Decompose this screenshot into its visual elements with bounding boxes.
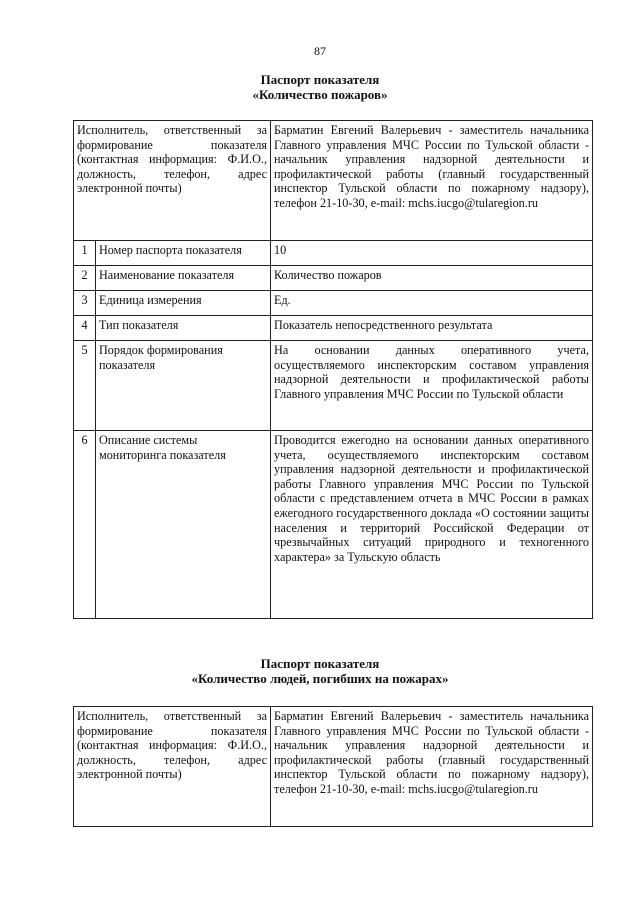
passport-2-heading: Паспорт показателя [260,656,380,671]
row-number: 6 [74,431,96,619]
executor-row [74,707,593,827]
table-row [74,316,593,341]
executor-label: Исполнитель, ответственный за формирование показателя (контактная информация: Ф.И.О., должность, телефон, адрес электронной почты) [74,121,271,241]
row-value: 10 [271,241,593,266]
executor-value: Барматин Евгений Валерьевич - заместитель начальника Главного управления МЧС России по Тульской области - начальник управления надзорной деятельности и профилактической работы (главный государственный инспектор Тульской области по пожарному надзору), телефон 21-10-30, e-mail: mchs.iucgo@tularegion.ru [271,707,593,827]
row-value: Ед. [271,291,593,316]
row-label: Наименование показателя [96,266,271,291]
row-value: На основании данных оперативного учета, осуществляемого инспекторским составом управления надзорной деятельности и профилактической работы Главного управления МЧС России по Тульской области [271,341,593,431]
row-number: 5 [74,341,96,431]
row-number: 1 [74,241,96,266]
table-row [74,241,593,266]
page-number: 87 [314,44,326,58]
passport-1-title [0,72,640,102]
executor-value: Барматин Евгений Валерьевич - заместитель начальника Главного управления МЧС России по Тульской области - начальник управления надзорной деятельности и профилактической работы (главный государственный инспектор Тульской области по пожарному надзору), телефон 21-10-30, e-mail: mchs.iucgo@tularegion.ru [271,121,593,241]
row-number: 2 [74,266,96,291]
passport-2-subheading: «Количество людей, погибших на пожарах» [191,671,449,686]
passport-2-title [0,656,640,686]
row-value: Количество пожаров [271,266,593,291]
passport-1-table [73,120,593,619]
row-value: Показатель непосредственного результата [271,316,593,341]
row-label: Номер паспорта показателя [96,241,271,266]
table-row [74,341,593,431]
executor-label: Исполнитель, ответственный за формирование показателя (контактная информация: Ф.И.О., должность, телефон, адрес электронной почты) [74,707,271,827]
row-number: 3 [74,291,96,316]
row-label: Тип показателя [96,316,271,341]
table-row [74,266,593,291]
table-row [74,291,593,316]
table-row [74,431,593,619]
passport-1-heading: Паспорт показателя [260,72,380,87]
passport-2-table [73,706,593,827]
row-label: Порядок формирования показателя [96,341,271,431]
passport-1-subheading: «Количество пожаров» [252,87,388,102]
row-label: Единица измерения [96,291,271,316]
executor-row [74,121,593,241]
row-number: 4 [74,316,96,341]
row-label: Описание системы мониторинга показателя [96,431,271,619]
row-value: Проводится ежегодно на основании данных оперативного учета, осуществляемого инспекторским составом управления надзорной деятельности и профилактической работы Главного управления МЧС России по Тульской области с представлением отчета в МЧС России в рамках ежегодного государственного доклада «О состоянии защиты населения и территорий Российской Федерации от чрезвычайных ситуаций природного и техногенного характера» за Тульскую область [271,431,593,619]
